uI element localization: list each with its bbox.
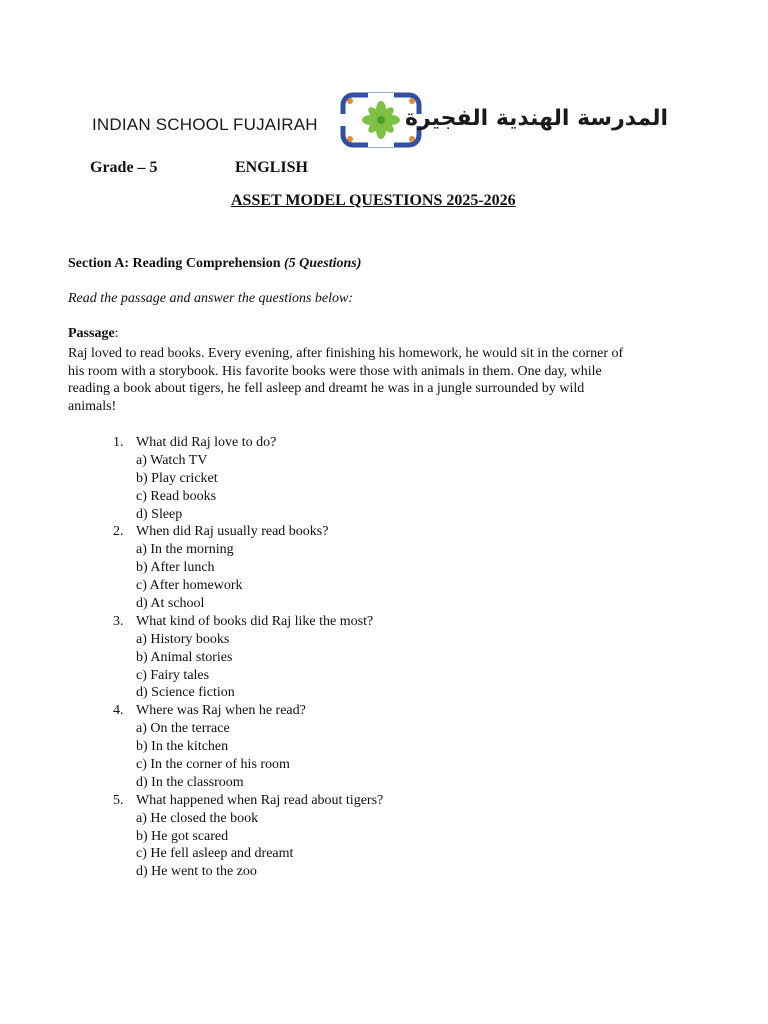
grade-subject-line [90, 159, 308, 177]
question-number: 2. [113, 524, 124, 540]
passage-line: his room with a storybook. His favorite books were those with animals in them. One day, while [68, 363, 602, 379]
answer-option: b) After lunch [136, 560, 215, 576]
question-item [0, 523, 768, 612]
answer-option: a) In the morning [136, 542, 234, 558]
question-number: 5. [113, 792, 124, 808]
answer-option: c) Read books [136, 488, 217, 504]
answer-option: b) Play cricket [136, 470, 218, 486]
answer-option: b) In the kitchen [136, 739, 229, 755]
document-title: ASSET MODEL QUESTIONS 2025-2026 [231, 192, 516, 209]
question-number: 3. [113, 613, 124, 629]
subject-label: ENGLISH [235, 159, 308, 176]
answer-option: a) He closed the book [136, 810, 259, 826]
passage-line: Raj loved to read books. Every evening, after finishing his homework, he would sit in the corner of [68, 346, 624, 361]
question-text: When did Raj usually read books? [136, 524, 329, 540]
answer-option: a) On the terrace [136, 721, 230, 737]
section-label: Section A: Reading Comprehension [68, 256, 281, 271]
passage-label: Passage [68, 326, 115, 341]
question-text: What happened when Raj read about tigers? [136, 792, 384, 808]
question-text: What kind of books did Raj like the most? [136, 613, 374, 629]
school-name-english: INDIAN SCHOOL FUJAIRAH [92, 115, 318, 134]
question-text: Where was Raj when he read? [136, 703, 306, 719]
instruction-text: Read the passage and answer the questions below: [68, 291, 354, 306]
answer-option: d) At school [136, 596, 205, 612]
question-item [0, 702, 768, 791]
answer-option: b) Animal stories [136, 649, 233, 665]
question-text: What did Raj love to do? [136, 435, 277, 450]
answer-option: c) Fairy tales [136, 667, 210, 683]
answer-option: c) After homework [136, 578, 243, 594]
passage-colon: : [114, 326, 119, 341]
passage-line: reading a book about tigers, he fell asleep and dreamt he was in a jungle surrounded by wild [68, 381, 585, 397]
grade-label: Grade – 5 [90, 159, 158, 176]
school-name-arabic: المدرسة الهندية الفجيرة [405, 106, 668, 131]
answer-option: d) Sleep [136, 506, 183, 522]
answer-option: a) Watch TV [136, 452, 208, 468]
question-number: 4. [113, 703, 124, 719]
school-header [0, 90, 768, 150]
passage-line: animals! [68, 398, 117, 414]
answer-option: d) He went to the zoo [136, 864, 257, 880]
question-number: 1. [113, 435, 124, 450]
passage-heading [68, 326, 119, 342]
passage-body [68, 345, 678, 415]
question-item [0, 792, 768, 881]
answer-option: a) History books [136, 631, 230, 647]
question-list [0, 434, 768, 881]
answer-option: c) He fell asleep and dreamt [136, 846, 294, 862]
answer-option: d) In the classroom [136, 774, 244, 790]
question-item [0, 613, 768, 702]
answer-option: b) He got scared [136, 828, 229, 844]
answer-option: d) Science fiction [136, 685, 235, 701]
question-item [0, 434, 768, 523]
answer-option: c) In the corner of his room [136, 757, 290, 773]
section-heading [68, 256, 361, 272]
section-question-count: (5 Questions) [283, 256, 362, 271]
